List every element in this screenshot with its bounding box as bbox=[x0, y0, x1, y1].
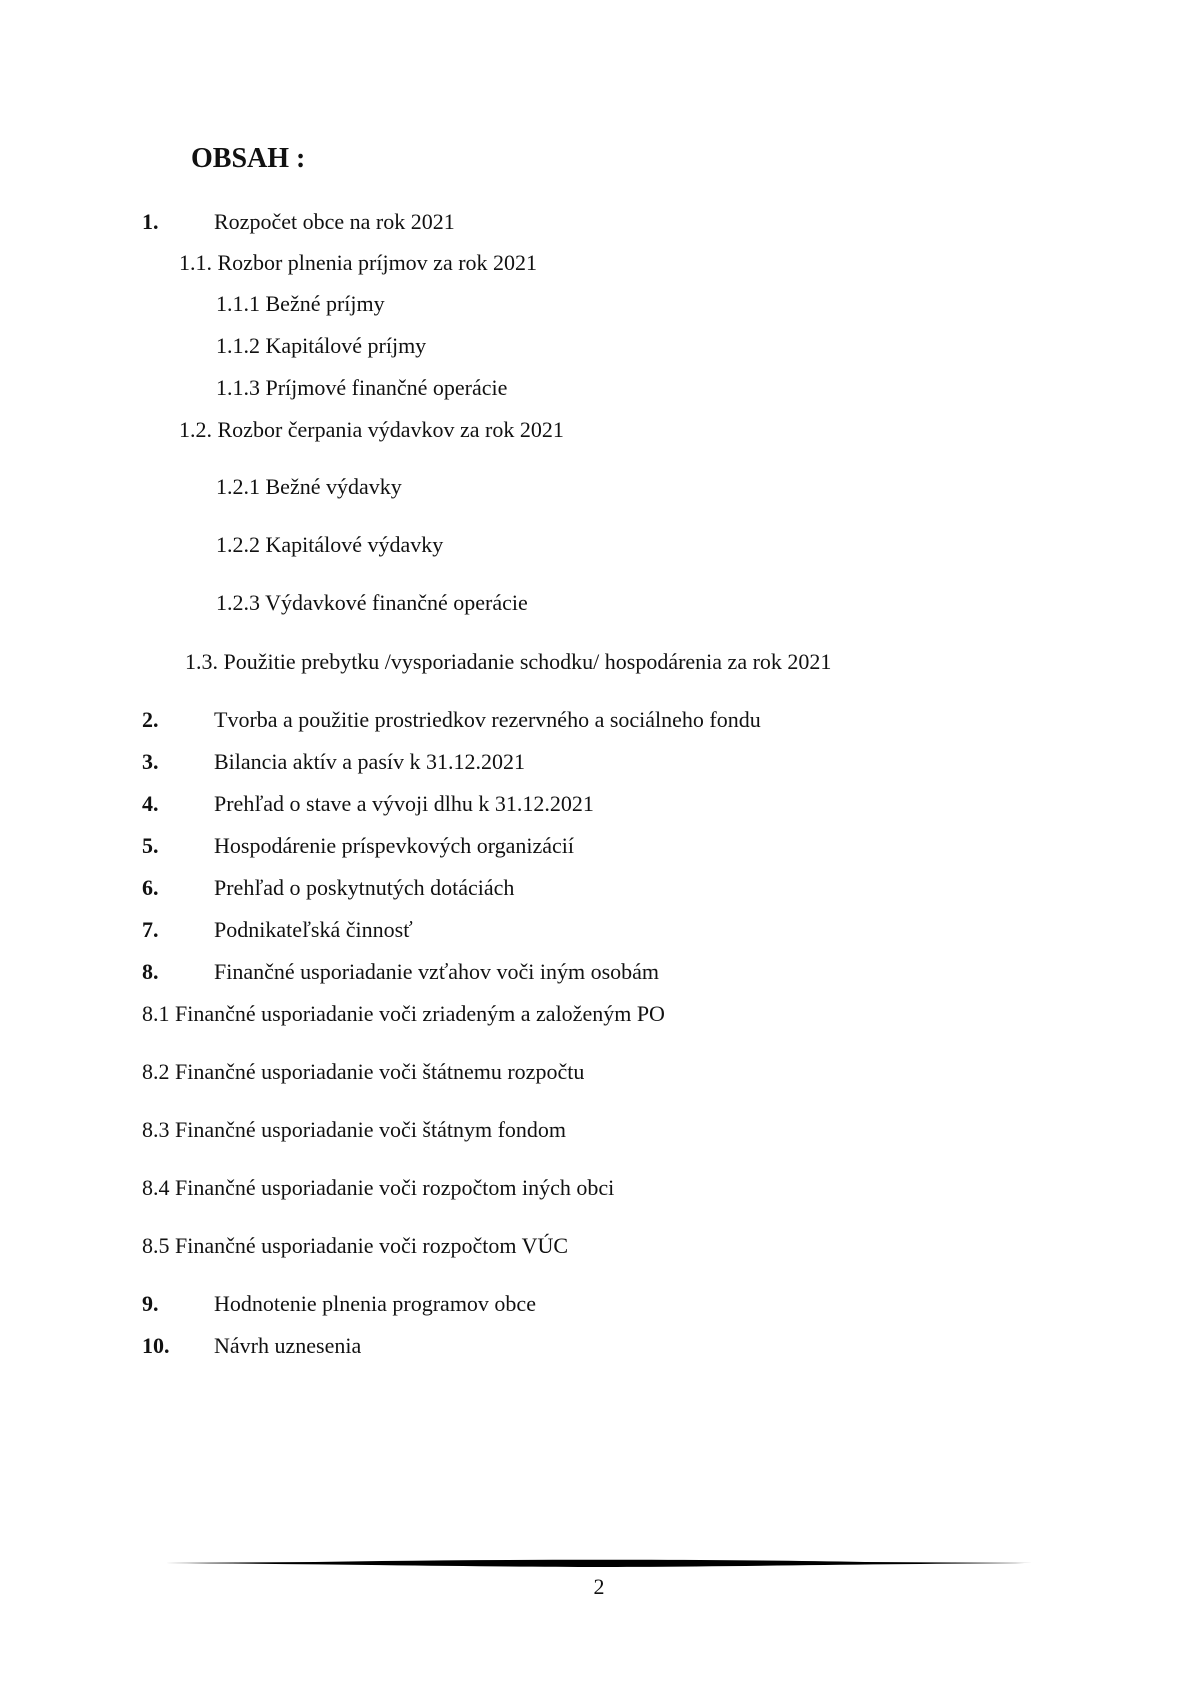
toc-number: 8. bbox=[142, 959, 159, 984]
toc-label: Bilancia aktív a pasív k 31.12.2021 bbox=[214, 749, 525, 774]
toc-entry-1-3: 1.3. Použitie prebytku /vysporiadanie schodku/ hospodárenia za rok 2021 bbox=[185, 649, 832, 674]
toc-number: 2. bbox=[142, 707, 159, 732]
toc-entry-8-2: 8.2 Finančné usporiadanie voči štátnemu rozpočtu bbox=[142, 1059, 585, 1084]
toc-entry-8-5: 8.5 Finančné usporiadanie voči rozpočtom VÚC bbox=[142, 1233, 569, 1258]
toc-label: Prehľad o stave a vývoji dlhu k 31.12.2021 bbox=[214, 791, 594, 816]
footer-divider bbox=[165, 1557, 1033, 1569]
toc-label: Hodnotenie plnenia programov obce bbox=[214, 1291, 536, 1316]
toc-label: Finančné usporiadanie vzťahov voči iným osobám bbox=[214, 959, 660, 984]
toc-entry-1-1: 1.1. Rozbor plnenia príjmov za rok 2021 bbox=[179, 250, 538, 275]
toc-label: Hospodárenie príspevkových organizácií bbox=[214, 833, 575, 858]
page-title: OBSAH : bbox=[191, 143, 306, 174]
toc-label: Podnikateľská činnosť bbox=[214, 917, 413, 942]
toc-label: Tvorba a použitie prostriedkov rezervného a sociálneho fondu bbox=[214, 707, 761, 732]
toc-entry-1-2-2: 1.2.2 Kapitálové výdavky bbox=[216, 532, 444, 557]
toc-number: 4. bbox=[142, 791, 159, 816]
toc-number: 9. bbox=[142, 1291, 159, 1316]
toc-label: Prehľad o poskytnutých dotáciách bbox=[214, 875, 515, 900]
toc-entry-1-1-3: 1.1.3 Príjmové finančné operácie bbox=[216, 375, 508, 400]
toc-entry-8-3: 8.3 Finančné usporiadanie voči štátnym fondom bbox=[142, 1117, 567, 1142]
toc-label: Rozpočet obce na rok 2021 bbox=[214, 209, 455, 234]
toc-label: Návrh uznesenia bbox=[214, 1333, 362, 1358]
toc-number: 3. bbox=[142, 749, 159, 774]
toc-number: 6. bbox=[142, 875, 159, 900]
toc-entry-1-2-3: 1.2.3 Výdavkové finančné operácie bbox=[216, 590, 528, 615]
toc-number: 5. bbox=[142, 833, 159, 858]
toc-entry-1-1-2: 1.1.2 Kapitálové príjmy bbox=[216, 333, 427, 358]
toc-entry-8-1: 8.1 Finančné usporiadanie voči zriadeným a založeným PO bbox=[142, 1001, 665, 1026]
toc-entry-1-1-1: 1.1.1 Bežné príjmy bbox=[216, 291, 385, 316]
toc-number: 7. bbox=[142, 917, 159, 942]
toc-number: 1. bbox=[142, 209, 159, 234]
toc-entry-1-2-1: 1.2.1 Bežné výdavky bbox=[216, 474, 402, 499]
toc-entry-8-4: 8.4 Finančné usporiadanie voči rozpočtom iných obci bbox=[142, 1175, 615, 1200]
toc-entry-1-2: 1.2. Rozbor čerpania výdavkov za rok 2021 bbox=[179, 417, 564, 442]
page-number: 2 bbox=[593, 1574, 605, 1599]
toc-number: 10. bbox=[142, 1333, 170, 1358]
